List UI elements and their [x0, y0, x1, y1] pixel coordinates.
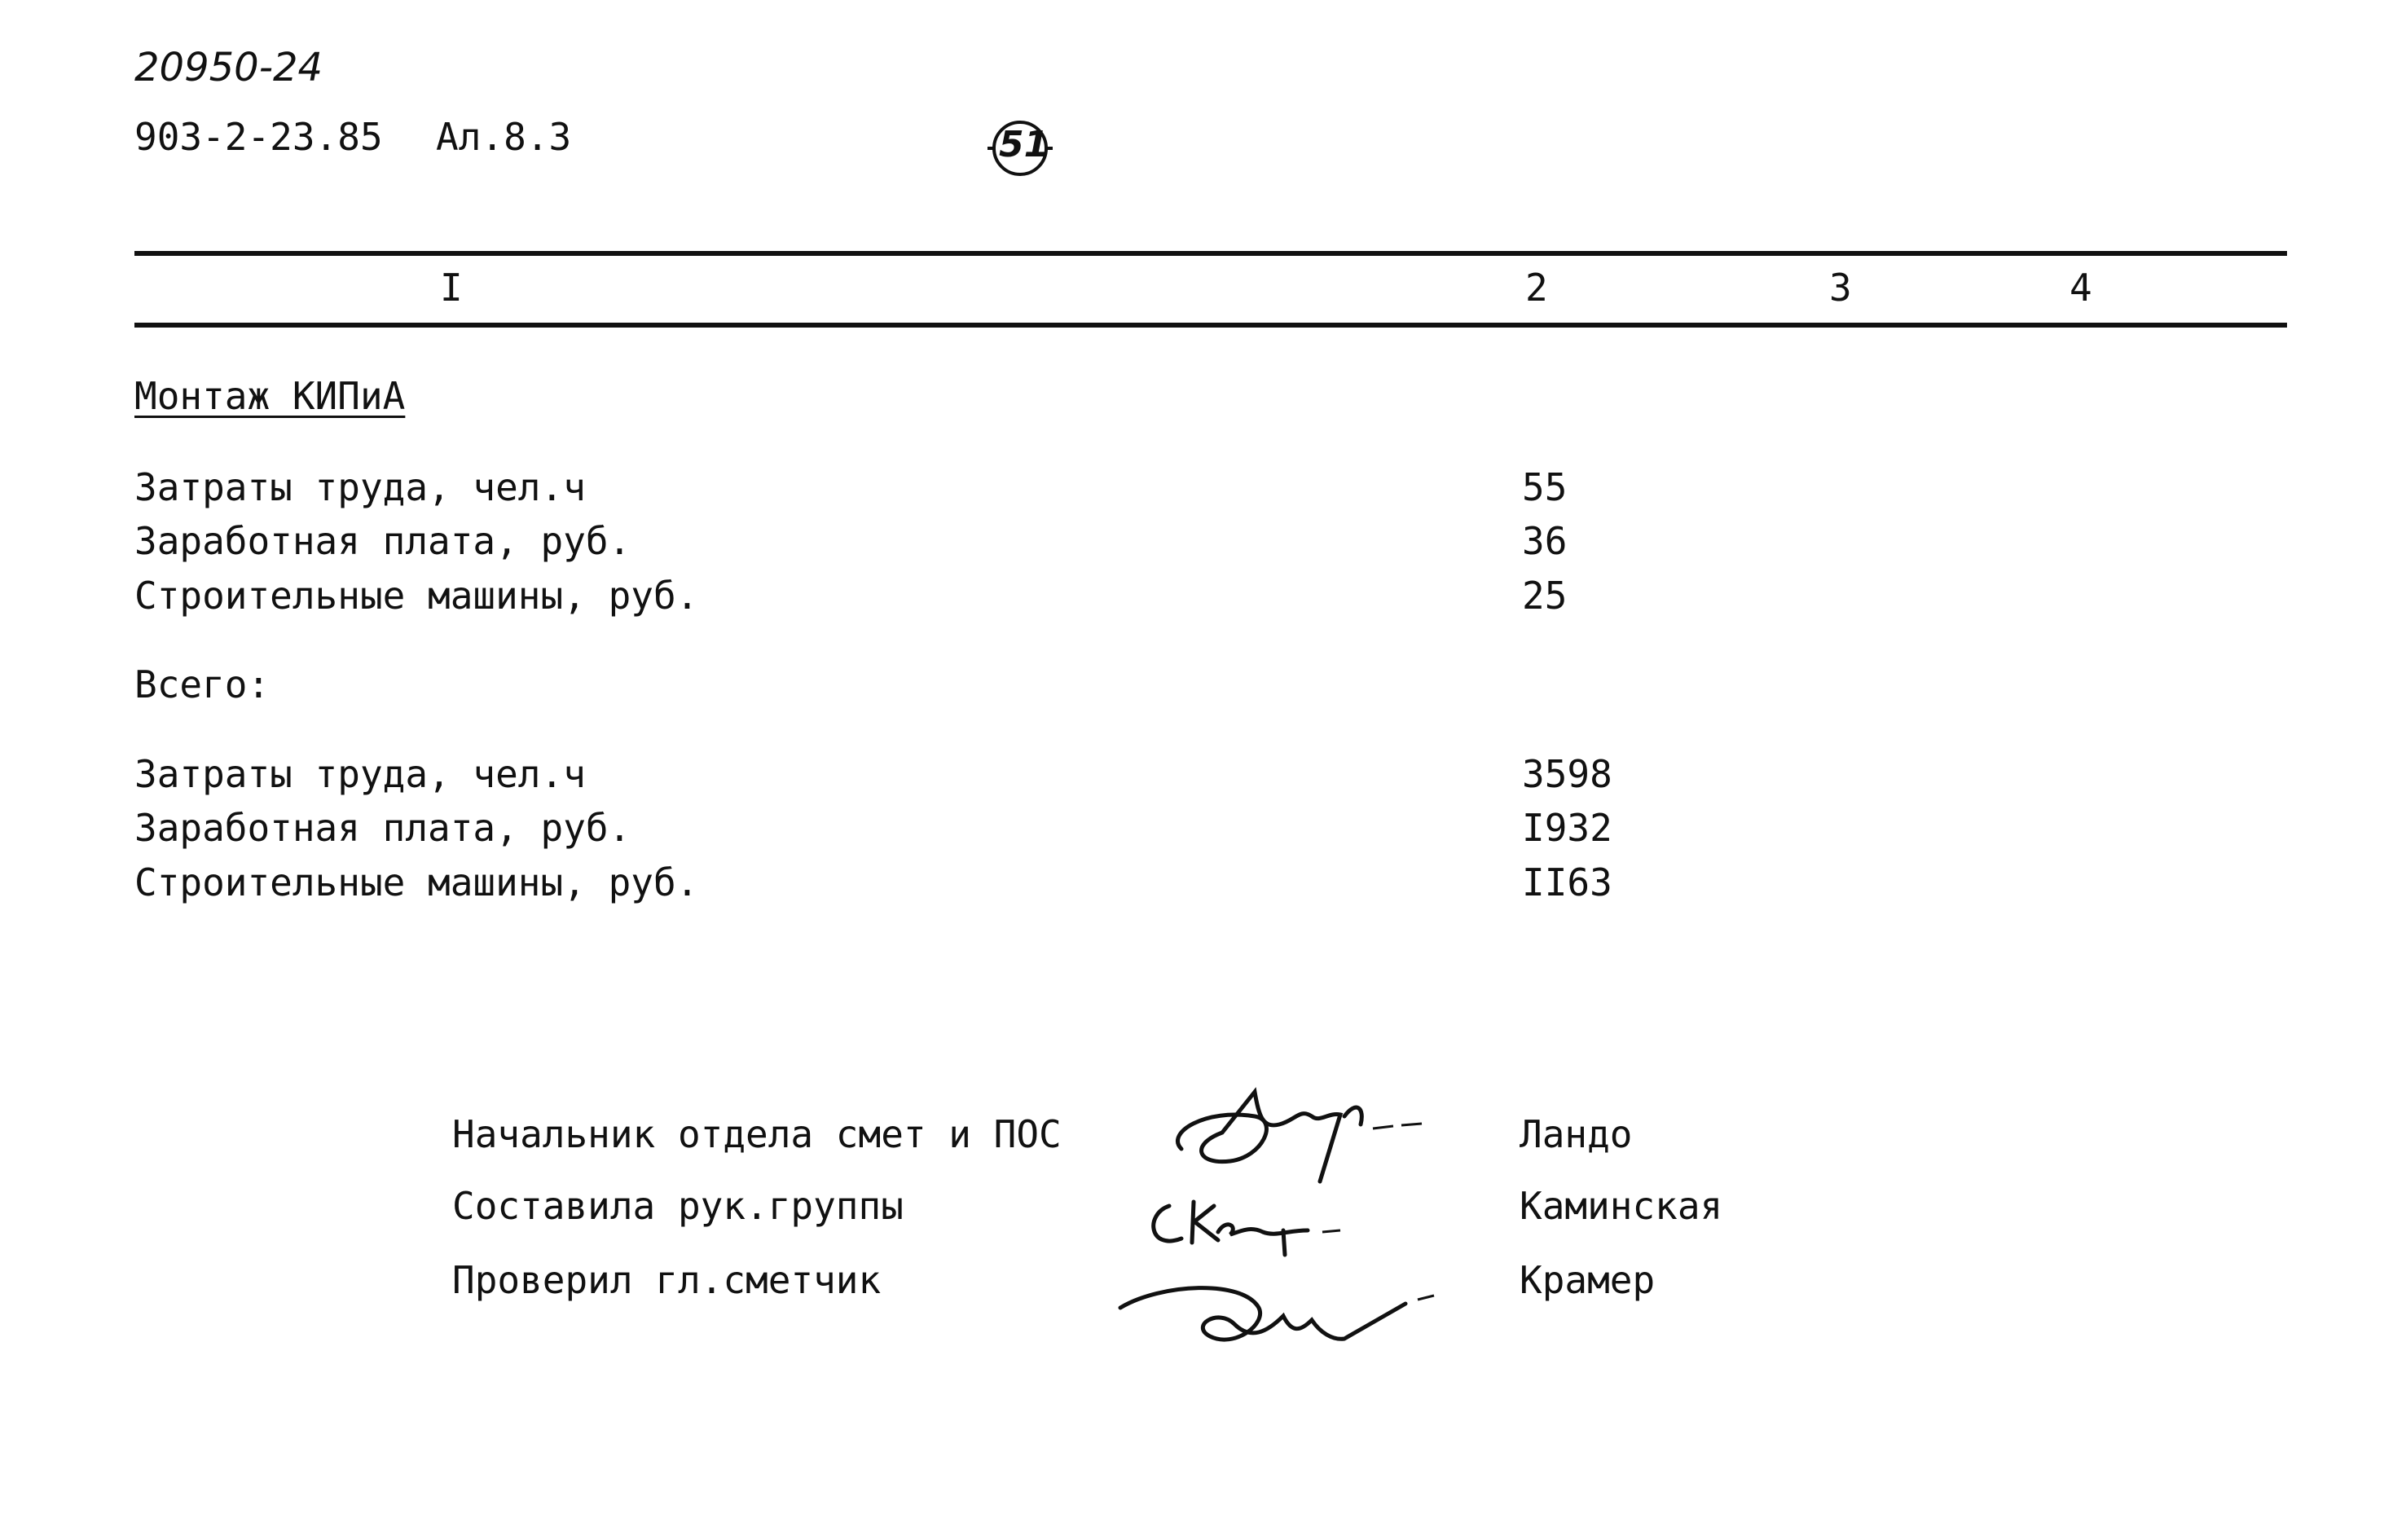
row-label: Заработная плата, руб. [134, 806, 631, 850]
handwritten-code: 20950-24 [134, 45, 323, 90]
signature-role: Проверил гл.сметчик [452, 1258, 882, 1302]
doc-code: 903-2-23.85 [134, 115, 383, 159]
row-value: 36 [1522, 519, 1568, 563]
column-header-2: 2 [1525, 266, 1548, 310]
signature-scribble-2 [1137, 1181, 1381, 1271]
column-header-3: 3 [1829, 266, 1852, 310]
page-number: 51 [999, 124, 1049, 165]
row-value: 3598 [1522, 752, 1612, 796]
column-header-4: 4 [2070, 266, 2092, 310]
section-title: Монтаж КИПиА [134, 374, 406, 418]
table-top-rule [134, 251, 2287, 256]
signature-name: Каминская [1520, 1184, 1723, 1228]
row-value: I932 [1522, 806, 1612, 850]
album-sheet: Ал.8.3 [436, 115, 572, 159]
signature-name: Крамер [1520, 1258, 1656, 1302]
signature-scribble-1 [1157, 1067, 1434, 1190]
column-header-1: I [440, 266, 463, 310]
total-label: Всего: [134, 662, 271, 706]
signature-role: Составила рук.группы [452, 1184, 904, 1228]
row-value: II63 [1522, 860, 1612, 904]
row-label: Строительные машины, руб. [134, 860, 699, 904]
header-bottom-rule [134, 323, 2287, 328]
page-number-stamp [987, 116, 1053, 181]
row-value: 25 [1522, 574, 1568, 618]
signature-scribble-3 [1112, 1267, 1471, 1381]
row-label: Затраты труда, чел.ч [134, 752, 586, 796]
signature-name: Ландо [1520, 1112, 1633, 1156]
row-label: Затраты труда, чел.ч [134, 465, 586, 509]
signature-role: Начальник отдела смет и ПОС [452, 1112, 1062, 1156]
row-label: Строительные машины, руб. [134, 574, 699, 618]
row-label: Заработная плата, руб. [134, 519, 631, 563]
row-value: 55 [1522, 465, 1568, 509]
